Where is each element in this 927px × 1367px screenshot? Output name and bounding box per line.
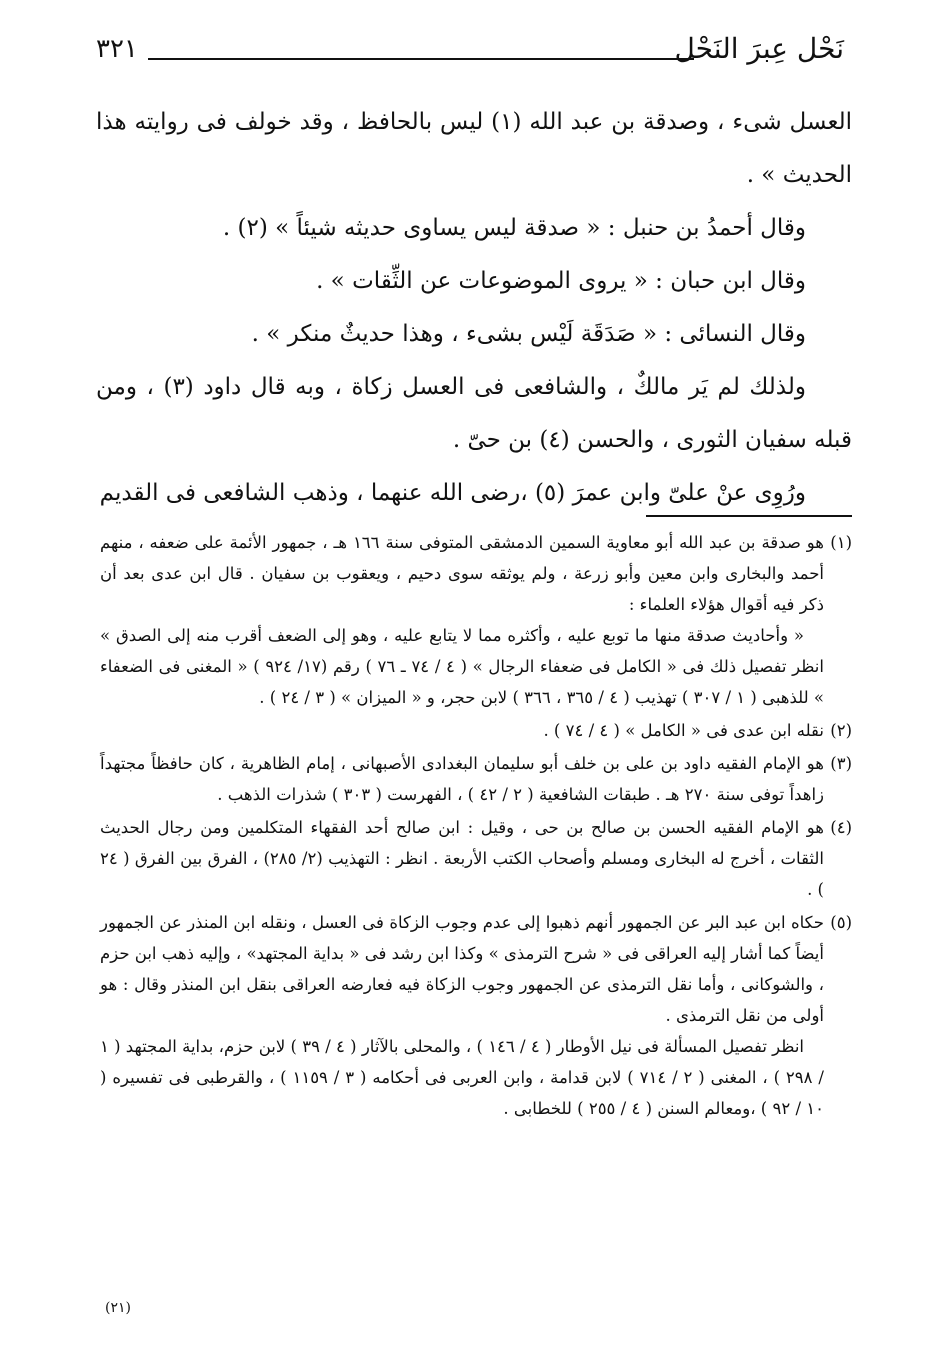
footnotes [100,527,852,1126]
footnote-4 [100,812,852,905]
running-header [96,28,844,78]
paragraph: العسل شىء ، وصدقة بن عبد الله (١) ليس بالحافظ ، وقد خولف فى روايته هذا الحديث » . [96,109,852,188]
page-number: ٣٢١ [96,34,138,64]
footnote-number: (٤) [830,818,852,837]
footnote-text: هو صدقة بن عبد الله أبو معاوية السمين الدمشقى المتوفى سنة ١٦٦ هـ ، جمهور الأئمة على ضعفه ، منهم أحمد والبخارى وابن معين وأبو زرعة ، ولم يوثقه سوى دحيم ، ويعقوب بن سفيان . قال ابن عدى بعد أن ذكر فيه أقوال هؤلاء العلماء : [100,533,824,614]
header-rule [148,58,694,60]
footnote-text: نقله ابن عدى فى « الكامل » ( ٤ / ٧٤ ) . [543,721,824,740]
paragraph: ورُوِى عنْ علىّ وابن عمرَ (٥) ،رضى الله عنهما ، وذهب الشافعى فى القديم [99,480,806,506]
footnote-1 [100,527,852,713]
paragraph: وقال ابن حبان : « يروى الموضوعات عن الثِّقات » . [316,268,806,294]
signature-mark: (٢١) [105,1300,131,1316]
footnote-5 [100,907,852,1124]
footnote-continuation: « وأحاديث صدقة منها ما توبع عليه ، وأكثره مما لا يتابع عليه ، وهو إلى الضعف أقرب منه إلى الصدق » انظر تفصيل ذلك فى « الكامل فى ضعفاء الرجال » ( ٤ / ٧٤ ـ ٧٦ ) رقم (١٧/ ٩٢٤ ) « المغنى فى الضعفاء » للذهبى ( ١ / ٣٠٧ ) تهذيب ( ٤ / ٣٦٥ ، ٣٦٦ ) لابن حجر، و « الميزان » ( ٣ / ٢٤ ) . [100,626,824,707]
footnote-separator [646,515,852,517]
footnote-2 [100,715,852,746]
footnote-continuation: انظر تفصيل المسألة فى نيل الأوطار ( ٤ / ١٤٦ ) ، والمحلى بالآثار ( ٤ / ٣٩ ) لابن حزم، بداية المجتهد ( ١ / ٢٩٨ ) ، المغنى ( ٢ / ٧١٤ ) لابن قدامة ، وابن العربى فى أحكامه ( ٣ / ١١٥٩ ) ، والقرطبى فى تفسيره ( ١٠ / ٩٢ ) ،ومعالم السنن ( ٤ / ٢٥٥ ) للخطابى . [100,1037,824,1118]
footnote-number: (٥) [830,913,852,932]
footnote-number: (١) [830,533,852,552]
footnote-text: هو الإمام الفقيه داود بن على بن خلف أبو سليمان البغدادى الأصبهانى ، إمام الظاهرية ، كان حافظاً مجتهداً زاهداً توفى سنة ٢٧٠ هـ . طبقات الشافعية ( ٢ / ٤٢ ) ، الفهرست ( ٣٠٣ ) شذرات الذهب . [100,754,824,804]
paragraph: وقال النسائى : « صَدَقَة لَيْس بشىء ، وهذا حديثٌ منكر » . [251,321,806,347]
footnote-text: هو الإمام الفقيه الحسن بن صالح بن حى ، وقيل : ابن صالح أحد الفقهاء المتكلمين ومن رجال الحديث الثقات ، أخرج له البخارى ومسلم وأصحاب الكتب الأربعة . انظر : التهذيب (٢/ ٢٨٥) ، الفرق بين الفرق ( ٢٤ ) . [100,818,825,899]
footnote-3 [100,748,852,810]
main-text [96,96,852,520]
paragraph: وقال أحمدُ بن حنبل : « صدقة ليس يساوى حديثه شيئاً » (٢) . [222,215,806,241]
paragraph: ولذلك لم يَر مالكٌ ، والشافعى فى العسل زكاة ، وبه قال داود (٣) ، ومن قبله سفيان الثورى ، والحسن (٤) بن حىّ . [96,374,852,453]
header-title: نَحْل عِبرَ النَحْل [674,32,844,65]
footnote-number: (٢) [830,721,852,740]
footnote-text: حكاه ابن عبد البر عن الجمهور أنهم ذهبوا إلى عدم وجوب الزكاة فى العسل ، ونقله ابن المنذر عن الجمهور أيضاً كما أشار إليه العراقى فى « شرح الترمذى » وكذا ابن رشد فى « بداية المجتهد» ، وإليه ذهب ابن حزم ، والشوكانى ، وأما نقل الترمذى عن الجمهور وجوب الزكاة فيه فعارضه العراقى بنقل ابن المنذر وقال : هو أولى من نقل الترمذى . [100,913,825,1025]
footnote-number: (٣) [830,754,852,773]
